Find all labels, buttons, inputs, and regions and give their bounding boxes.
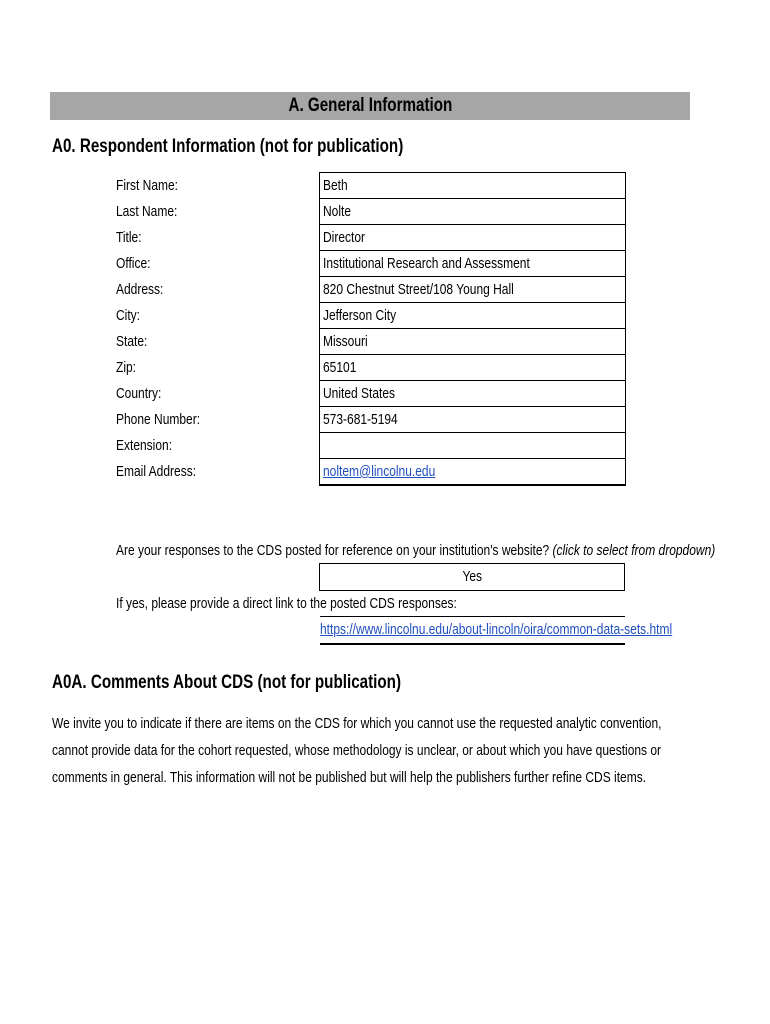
website-answer-dropdown[interactable] — [319, 563, 625, 591]
cds-link-field[interactable] — [320, 616, 673, 645]
field-state[interactable]: Missouri — [320, 329, 625, 355]
comments-line: cannot provide data for the cohort requested, whose methodology is unclear, or about which you have questions or — [52, 742, 662, 759]
section-title: A. General Information — [288, 95, 452, 116]
field-city[interactable]: Jefferson City — [320, 303, 625, 329]
label-last-name: Last Name: — [116, 203, 178, 220]
a0-heading: A0. Respondent Information (not for publication) — [52, 136, 404, 157]
website-question-hint: (click to select from dropdown) — [552, 542, 716, 559]
comments-line: We invite you to indicate if there are items on the CDS for which you cannot use the requested analytic convention, — [52, 715, 662, 732]
field-address[interactable]: 820 Chestnut Street/108 Young Hall — [320, 277, 625, 303]
field-title[interactable]: Director — [320, 225, 625, 251]
label-zip: Zip: — [116, 359, 137, 376]
website-answer-value: Yes — [462, 568, 482, 585]
comments-paragraph — [52, 710, 732, 791]
field-email[interactable] — [320, 459, 625, 484]
email-link[interactable]: noltem@lincolnu.edu — [323, 463, 436, 480]
cds-link[interactable]: https://www.lincolnu.edu/about-lincoln/oira/common-data-sets.html — [320, 621, 673, 638]
field-office[interactable]: Institutional Research and Assessment — [320, 251, 625, 277]
label-state: State: — [116, 333, 148, 350]
label-country: Country: — [116, 385, 162, 402]
section-title-bar — [50, 92, 690, 120]
field-zip[interactable]: 65101 — [320, 355, 625, 381]
field-extension[interactable] — [320, 433, 625, 459]
link-prompt: If yes, please provide a direct link to the posted CDS responses: — [116, 595, 457, 612]
respondent-fields — [319, 172, 626, 486]
field-last-name[interactable]: Nolte — [320, 199, 625, 225]
label-first-name: First Name: — [116, 177, 179, 194]
label-office: Office: — [116, 255, 151, 272]
label-title: Title: — [116, 229, 142, 246]
respondent-labels — [116, 173, 221, 485]
website-question — [116, 540, 770, 562]
label-email: Email Address: — [116, 463, 197, 480]
a0a-heading: A0A. Comments About CDS (not for publication) — [52, 672, 402, 693]
label-city: City: — [116, 307, 140, 324]
comments-line: comments in general. This information will not be published but will help the publishers further refine CDS items. — [52, 769, 647, 786]
field-phone[interactable]: 573-681-5194 — [320, 407, 625, 433]
field-country[interactable]: United States — [320, 381, 625, 407]
label-address: Address: — [116, 281, 164, 298]
label-phone: Phone Number: — [116, 411, 201, 428]
label-extension: Extension: — [116, 437, 173, 454]
field-first-name[interactable]: Beth — [320, 173, 625, 199]
website-question-text: Are your responses to the CDS posted for reference on your institution's website? — [116, 542, 550, 559]
